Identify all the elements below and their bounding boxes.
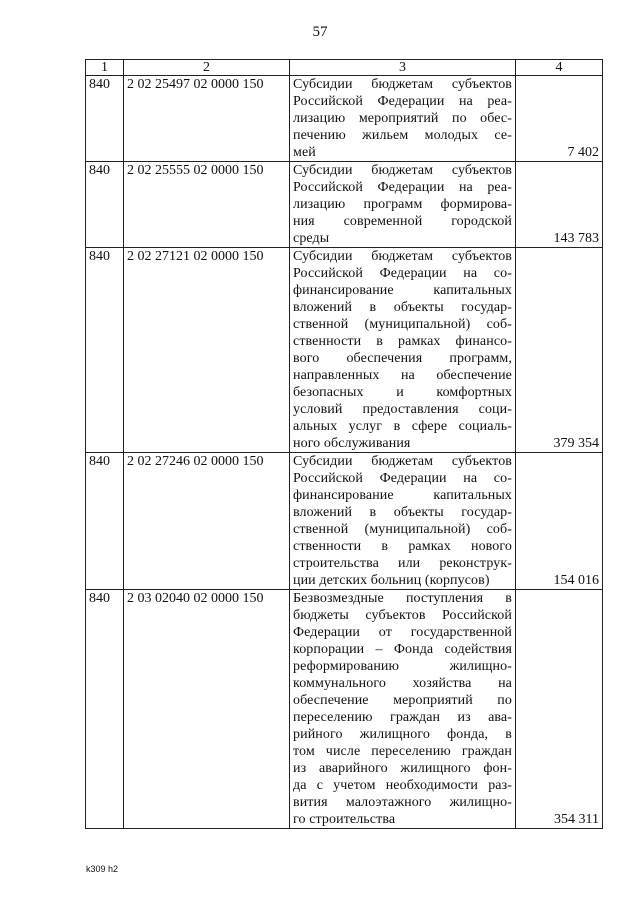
- budget-classification-code-cell: 2 02 25497 02 0000 150: [124, 76, 290, 162]
- header-col-2: 2: [124, 60, 290, 76]
- revenue-name-line: вого обеспечения программ,: [293, 351, 512, 366]
- revenue-name-cell: [290, 248, 516, 453]
- revenue-name-line: ции детских больниц (корпусов): [293, 573, 490, 588]
- revenue-name-line: направленных на обеспечение: [293, 368, 512, 383]
- budget-classification-code-cell: 2 02 27246 02 0000 150: [124, 453, 290, 590]
- revenue-name-line: Субсидии бюджетам субъектов: [293, 249, 512, 264]
- table-row: [86, 590, 603, 829]
- revenue-name-line: ного обслуживания: [293, 436, 411, 451]
- revenue-name-line: условий предоставления соци-: [293, 402, 512, 417]
- budget-classification-code-cell: 2 02 25555 02 0000 150: [124, 162, 290, 248]
- revenue-name-line: переселению граждан из ава-: [293, 710, 512, 725]
- revenue-name-line: из аварийного жилищного фон-: [293, 761, 512, 776]
- document-footer-code: k309 h2: [86, 864, 119, 874]
- table-row: [86, 248, 603, 453]
- revenue-name-cell: [290, 76, 516, 162]
- admin-code-cell: 840: [86, 453, 124, 590]
- budget-classification-code-cell: 2 02 27121 02 0000 150: [124, 248, 290, 453]
- revenue-name-line: коммунального хозяйства на: [293, 676, 512, 691]
- revenue-name-line: корпорации – Фонда содействия: [293, 642, 512, 657]
- revenue-name-line: бюджеты субъектов Российской: [293, 608, 512, 623]
- revenue-name-line: Российской Федерации на со-: [293, 266, 512, 281]
- amount-cell: 154 016: [516, 453, 603, 590]
- table-header-row: [86, 60, 603, 76]
- revenue-name-line: строительства или реконструк-: [293, 556, 512, 571]
- revenue-name-line: ственности в рамках нового: [293, 539, 512, 554]
- header-col-3: 3: [290, 60, 516, 76]
- page-number: 57: [312, 24, 328, 40]
- header-col-1: 1: [86, 60, 124, 76]
- revenue-name-line: финансирование капитальных: [293, 488, 512, 503]
- revenue-name-line: среды: [293, 231, 330, 246]
- amount-cell: 354 311: [516, 590, 603, 829]
- admin-code-cell: 840: [86, 590, 124, 829]
- revenue-name-line: том числе переселению граждан: [293, 744, 512, 759]
- amount-cell: 379 354: [516, 248, 603, 453]
- revenue-name-line: обеспечение мероприятий по: [293, 693, 512, 708]
- revenue-name-line: вития малоэтажного жилищно-: [293, 795, 512, 810]
- table-row: [86, 453, 603, 590]
- revenue-name-line: печению жильем молодых се-: [293, 128, 512, 143]
- revenue-name-line: рийного жилищного фонда, в: [293, 727, 512, 742]
- revenue-name-cell: [290, 453, 516, 590]
- revenue-name-line: вложений в объекты государ-: [293, 300, 512, 315]
- revenue-name-cell: [290, 590, 516, 829]
- budget-revenue-table: [85, 59, 603, 829]
- revenue-name-line: ния современной городской: [293, 214, 512, 229]
- revenue-name-line: го строительства: [293, 812, 396, 827]
- revenue-name-line: ственной (муниципальной) соб-: [293, 317, 512, 332]
- revenue-name-line: альных услуг в сфере социаль-: [293, 419, 512, 434]
- revenue-name-line: Российской Федерации на со-: [293, 471, 512, 486]
- revenue-name-line: Субсидии бюджетам субъектов: [293, 163, 512, 178]
- table-row: [86, 76, 603, 162]
- revenue-name-line: мей: [293, 145, 316, 160]
- revenue-name-line: Российской Федерации на реа-: [293, 94, 512, 109]
- admin-code-cell: 840: [86, 162, 124, 248]
- budget-classification-code-cell: 2 03 02040 02 0000 150: [124, 590, 290, 829]
- table-row: [86, 162, 603, 248]
- header-col-4: 4: [516, 60, 603, 76]
- revenue-name-line: Федерации от государственной: [293, 625, 512, 640]
- amount-cell: 143 783: [516, 162, 603, 248]
- revenue-name-line: Безвозмездные поступления в: [293, 591, 512, 606]
- revenue-name-line: ственной (муниципальной) соб-: [293, 522, 512, 537]
- revenue-name-line: лизацию программ формирова-: [293, 197, 512, 212]
- admin-code-cell: 840: [86, 248, 124, 453]
- revenue-name-line: Субсидии бюджетам субъектов: [293, 77, 512, 92]
- revenue-name-line: Субсидии бюджетам субъектов: [293, 454, 512, 469]
- amount-cell: 7 402: [516, 76, 603, 162]
- revenue-name-line: лизацию мероприятий по обес-: [293, 111, 512, 126]
- admin-code-cell: 840: [86, 76, 124, 162]
- revenue-name-line: да с учетом необходимости раз-: [293, 778, 512, 793]
- revenue-name-line: ственности в рамках финансо-: [293, 334, 512, 349]
- revenue-name-cell: [290, 162, 516, 248]
- revenue-name-line: финансирование капитальных: [293, 283, 512, 298]
- revenue-name-line: вложений в объекты государ-: [293, 505, 512, 520]
- revenue-name-line: Российской Федерации на реа-: [293, 180, 512, 195]
- revenue-name-line: реформированию жилищно-: [293, 659, 512, 674]
- revenue-name-line: безопасных и комфортных: [293, 385, 512, 400]
